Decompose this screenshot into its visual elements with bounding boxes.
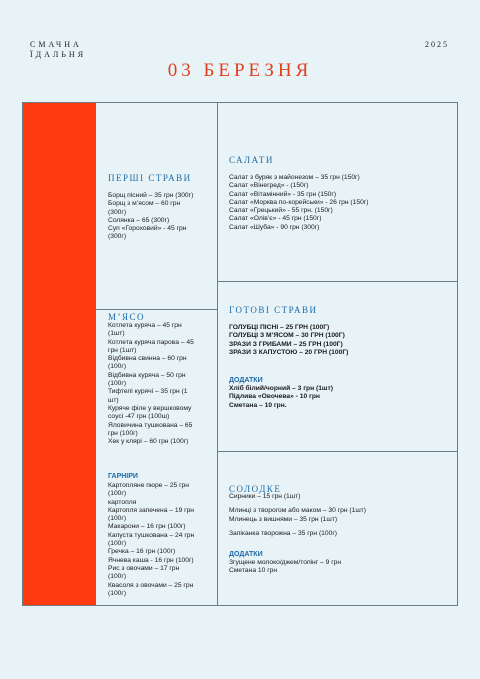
list-item: соусі -47 грн (100ш) <box>108 413 170 421</box>
list-item: шт) <box>108 396 119 404</box>
ready-dishes-list <box>229 324 451 357</box>
list-item: грн (100г) <box>108 429 138 437</box>
list-item: Котлета куряча – 45 грн <box>108 322 182 329</box>
list-item: Млинець з вишнями – 35 грн (1шт) <box>229 515 338 523</box>
list-item: Гречка – 16 грн (100г) <box>108 548 176 556</box>
sweets-list <box>229 493 451 538</box>
sweets-extras-title: ДОДАТКИ <box>229 551 263 558</box>
list-item: ГОЛУБЦІ ПІСНІ – 25 ГРН (100Г) <box>229 324 330 331</box>
list-item: Тифтелі курячі – 35 грн (1 <box>108 388 188 396</box>
list-item: Сметана – 10 грн. <box>229 401 287 409</box>
list-item: (100г) <box>108 573 127 581</box>
list-item: (300г) <box>108 233 127 241</box>
salads-title: САЛАТИ <box>229 155 274 165</box>
list-item: (1шт) <box>108 330 125 338</box>
ready-extras-title: ДОДАТКИ <box>229 377 263 384</box>
ready-dishes-title: ГОТОВІ СТРАВИ <box>229 305 318 315</box>
list-item: Солянка – 65 (300г) <box>108 216 170 224</box>
column-divider <box>217 102 218 606</box>
list-item: Згущене молоко/джем/топінг – 9 грн <box>229 559 342 566</box>
list-item: Хліб білий/чорний – 3 грн (1шт) <box>229 385 333 392</box>
list-item: (100г) <box>108 363 127 371</box>
list-item: Котлета куряча парова – 45 <box>108 338 194 346</box>
list-item: Картопляне пюре – 25 грн <box>108 482 189 489</box>
list-item: (100г) <box>108 490 127 498</box>
list-item: Рис з овочами – 17 грн <box>108 564 180 572</box>
list-item: (100г) <box>108 515 127 523</box>
list-item: Салат «Олів’є» - 45 грн (150г) <box>229 215 322 223</box>
ready-extras-list <box>229 385 451 410</box>
garnish-title: ГАРНІРИ <box>108 473 138 480</box>
list-item: Салат «Морква по-корейськи» - 26 грн (150г) <box>229 198 369 206</box>
list-item: Підлива «Овочева» - 10 грн <box>229 393 320 401</box>
list-item: Сирники – 15 грн (1шт) <box>229 493 301 500</box>
list-item: Квасоля з овочами – 25 грн <box>108 581 194 589</box>
list-item: Картопля запечена – 19 грн <box>108 506 194 514</box>
list-item: Борщ з м’ясом – 60 грн <box>108 200 181 208</box>
row-divider-top <box>217 281 458 282</box>
salads-list <box>229 174 451 232</box>
list-item: (100г) <box>108 540 127 548</box>
list-item: Салат «Шуба» - 90 грн (300г) <box>229 223 320 231</box>
list-item: Ячнева каша - 16 грн (100г) <box>108 556 194 564</box>
sweets-title: СОЛОДКЕ <box>229 484 282 494</box>
sweets-extras-list <box>229 559 451 576</box>
first-courses-list <box>108 192 216 242</box>
list-item: Хек у клярі – 60 грн (100г) <box>108 438 189 446</box>
brand-name: СМАЧНА ЇДАЛЬНЯ <box>30 40 87 59</box>
list-item: ЗРАЗИ З КАПУСТОЮ – 20 ГРН (100Г) <box>229 348 349 356</box>
left-row-divider <box>96 309 217 310</box>
list-item: (300г) <box>108 208 127 216</box>
first-courses-title: ПЕРШІ СТРАВИ <box>108 173 192 183</box>
list-item: Куряче філе у вершковому <box>108 404 192 412</box>
list-item: Салат з буряк з майонезом – 35 грн (150г) <box>229 174 360 181</box>
list-item: Млинці з творогом або маком – 30 грн (1шт) <box>229 507 366 515</box>
list-item: Салат «Вінегред» - (150г) <box>229 182 309 190</box>
list-item: Суп «Гороховий» - 45 грн <box>108 225 187 233</box>
list-item: Відбивна свинна – 60 грн <box>108 355 187 363</box>
list-item: Сметана 10 грн <box>229 567 278 575</box>
list-item: Салат «Грецький» - 55 грн. (150г) <box>229 207 333 215</box>
menu-date: 03 БЕРЕЗНЯ <box>167 60 313 81</box>
list-item: Макарони – 16 грн (100г) <box>108 523 186 531</box>
garnish-list <box>108 482 216 598</box>
list-item: Салат «Вітамінний» - 35 грн (150г) <box>229 190 337 198</box>
list-item: Яловичина тушкована – 65 <box>108 421 193 429</box>
list-item: ГОЛУБЦІ З М’ЯСОМ – 30 ГРН (100Г) <box>229 332 345 340</box>
list-item: грн (1шт) <box>108 346 137 354</box>
meat-list <box>108 322 216 446</box>
list-item: картопля <box>108 498 137 506</box>
list-item: Запіканка творожна – 35 грн (100г) <box>229 529 338 537</box>
list-item: ЗРАЗИ З ГРИБАМИ – 25 ГРН (100Г) <box>229 340 343 348</box>
row-divider-bottom <box>217 451 458 452</box>
list-item: (100г) <box>108 589 127 597</box>
list-item: Капуста тушкована – 24 грн <box>108 531 195 539</box>
year-label: 2025 <box>425 40 449 49</box>
meat-title: М’ЯСО <box>108 312 146 322</box>
list-item: (100г) <box>108 380 127 388</box>
list-item: Відбивна куряча – 50 грн <box>108 371 186 379</box>
list-item: Борщ пісний – 35 грн (300г) <box>108 192 194 199</box>
